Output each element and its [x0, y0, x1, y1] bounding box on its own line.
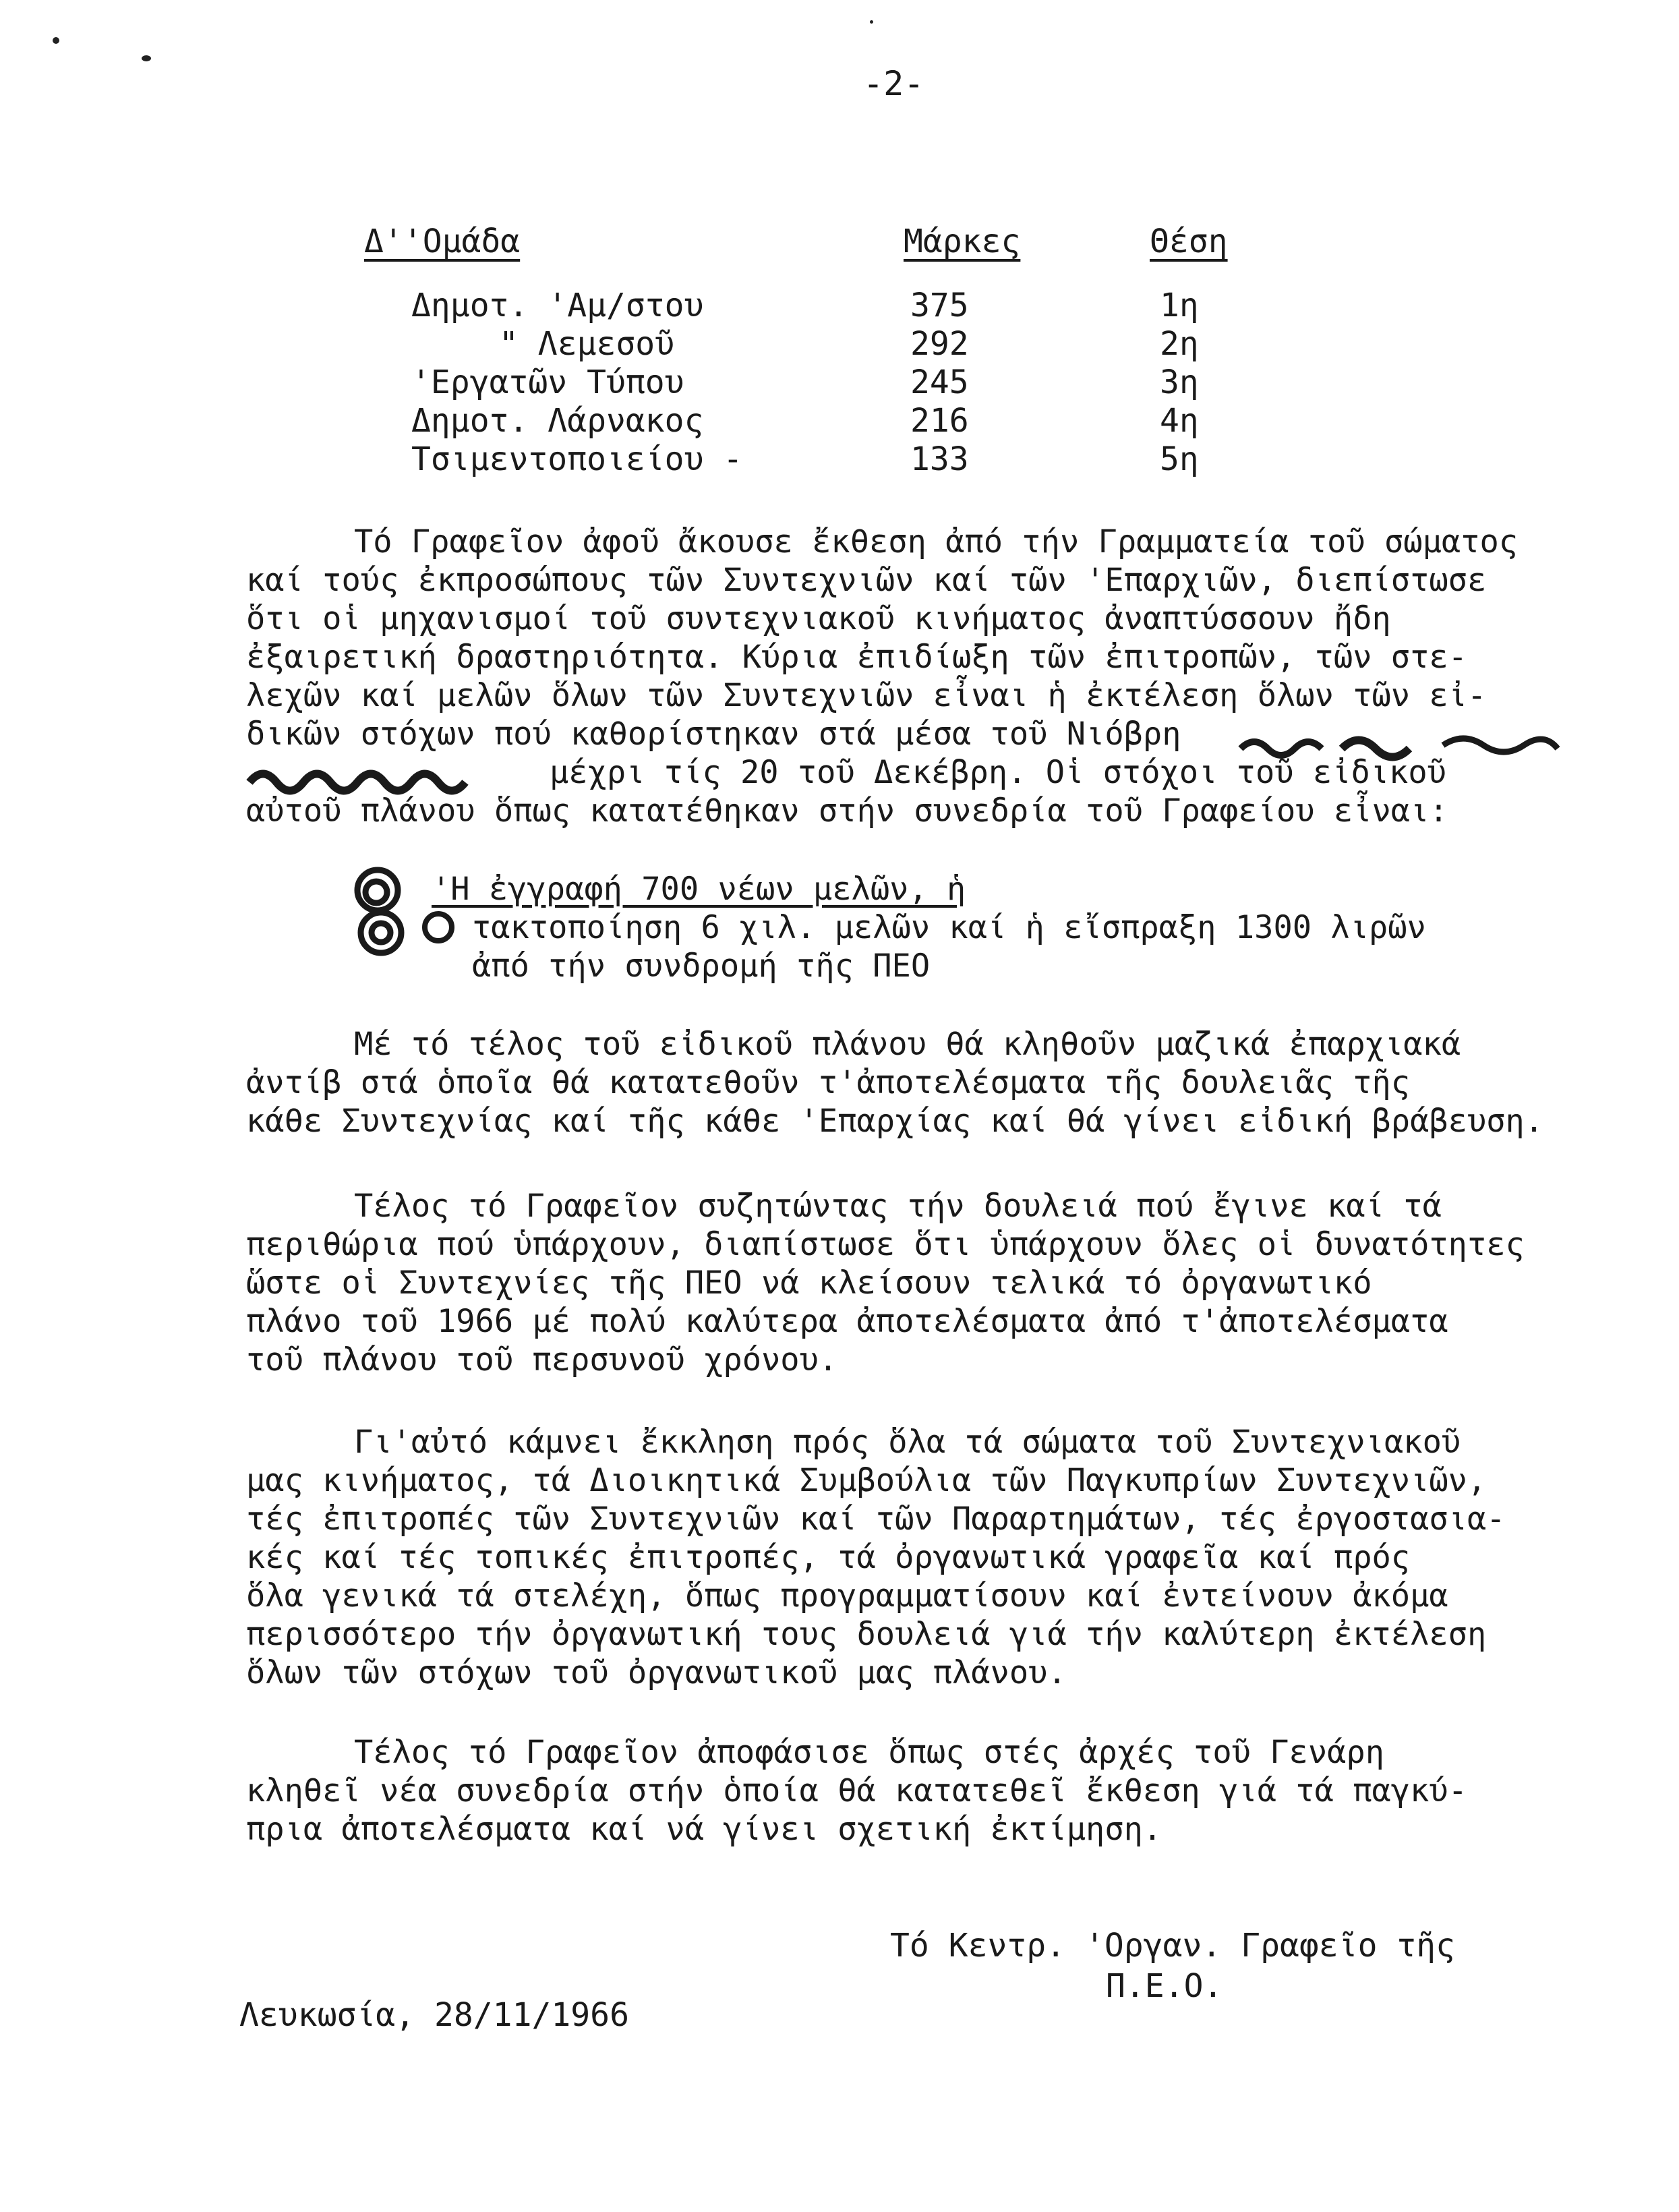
row-marks: 133	[910, 440, 969, 478]
text-line: πλάνο τοῦ 1966 μέ πολύ καλύτερα ἀποτελέσματα ἀπό τ'ἀποτελέσματα	[246, 1303, 1448, 1340]
text-line: περιθώρια πού ὑπάρχουν, διαπίστωσε ὅτι ὑπάρχουν ὅλες οἱ δυνατότητες	[246, 1226, 1525, 1263]
ink-scribble	[243, 759, 526, 806]
text-line: καί τούς ἐκπροσώπους τῶν Συντεχνιῶν καί τῶν 'Επαρχιῶν, διεπίστωσε	[246, 562, 1487, 599]
row-place: 5η	[1160, 440, 1199, 478]
row-name: Δημοτ. 'Αμ/στου	[411, 287, 704, 324]
document-date: Λευκωσία, 28/11/1966	[239, 1996, 629, 2034]
scan-speck	[142, 55, 151, 61]
row-place: 2η	[1160, 325, 1199, 363]
paragraph-possibilities	[246, 1187, 1525, 1379]
ink-scribble	[344, 867, 418, 961]
row-marks: 292	[910, 325, 969, 363]
targets-list	[432, 870, 1426, 985]
scan-speck	[53, 37, 59, 44]
text-line: Τό Γραφεῖον ἀφοῦ ἄκουσε ἔκθεση ἀπό τήν Γραμματεία τοῦ σώματος	[354, 523, 1519, 560]
text-line: δικῶν στόχων πού καθορίστηκαν στά μέσα τοῦ Νιόβρη	[246, 716, 1181, 753]
text-line: κληθεῖ νέα συνεδρία στήν ὁποία θά κατατεθεῖ ἔκθεση γιά τά παγκύ-	[246, 1772, 1467, 1809]
list-item-continuation: ἀπό τήν συνδρομή τῆς ΠΕΟ	[472, 948, 931, 985]
row-marks: 216	[910, 402, 969, 440]
paragraph-decision	[246, 1733, 1467, 1849]
row-marks: 245	[910, 363, 969, 401]
row-name: Δημοτ. Λάρνακος	[411, 402, 704, 440]
row-name: Τσιμεντοποιείου -	[411, 440, 743, 478]
text-line: περισσότερο τήν ὀργανωτική τους δουλειά γιά τήν καλύτερη ἐκτέλεση	[246, 1616, 1487, 1653]
row-place: 1η	[1160, 287, 1199, 324]
text-line: ὅλων τῶν στόχων τοῦ ὀργανωτικοῦ μας πλάνου.	[246, 1654, 1067, 1691]
signature-block	[890, 1925, 1455, 2006]
ink-scribble	[1227, 725, 1578, 786]
list-item-text: 'Η ἐγγραφή 700 νέων μελῶν, ἡ	[432, 871, 966, 908]
header-marks: Μάρκες	[904, 223, 1021, 260]
text-line: ὅλα γενικά τά στελέχη, ὅπως προγραμματίσουν καί ἐντείνουν ἀκόμα	[246, 1577, 1448, 1614]
signature-org: Π.Ε.Ο.	[1106, 1967, 1223, 2005]
text-line: πρια ἀποτελέσματα καί νά γίνει σχετική ἐκτίμηση.	[246, 1811, 1162, 1848]
text-line: Γι'αὐτό κάμνει ἔκκληση πρός ὅλα τά σώματα τοῦ Συντεχνιακοῦ	[354, 1424, 1461, 1461]
text-line: μας κινήματος, τά Διοικητικά Συμβούλια τῶν Παγκυπρίων Συντεχνιῶν,	[246, 1462, 1487, 1499]
scan-speck	[870, 20, 873, 24]
text-line: ἀντίβ στά ὁποῖα θά κατατεθοῦν τ'ἀποτελέσματα τῆς δουλειᾶς τῆς	[246, 1064, 1411, 1101]
list-item	[432, 908, 1426, 947]
row-name: " Λεμεσοῦ	[499, 325, 675, 363]
signature-line: Τό Κεντρ. 'Οργαν. Γραφεῖο τῆς	[890, 1927, 1456, 1964]
text-line: λεχῶν καί μελῶν ὅλων τῶν Συντεχνιῶν εἶναι ἡ ἐκτέλεση ὅλων τῶν εἰ-	[246, 677, 1487, 714]
text-line: τές ἐπιτροπές τῶν Συντεχνιῶν καί τῶν Παραρτημάτων, τές ἐργοστασια-	[246, 1501, 1506, 1538]
text-line: αὐτοῦ πλάνου ὅπως κατατέθηκαν στήν συνεδρία τοῦ Γραφείου εἶναι:	[246, 792, 1448, 830]
text-line: ὥστε οἱ Συντεχνίες τῆς ΠΕΟ νά κλείσουν τελικά τό ὀργανωτικό	[246, 1264, 1372, 1302]
header-place: Θέση	[1150, 223, 1228, 260]
text-line: κάθε Συντεχνίας καί τῆς κάθε 'Επαρχίας καί θά γίνει εἰδική βράβευση.	[246, 1103, 1544, 1140]
row-place: 4η	[1160, 402, 1199, 440]
text-line: Τέλος τό Γραφεῖον ἀποφάσισε ὅπως στές ἀρχές τοῦ Γενάρη	[354, 1734, 1385, 1771]
text-line: Μέ τό τέλος τοῦ εἰδικοῦ πλάνου θά κληθοῦν μαζικά ἐπαρχιακά	[354, 1026, 1461, 1063]
list-item-text: τακτοποίηση 6 χιλ. μελῶν καί ἡ εἴσπραξη 1300 λιρῶν	[472, 909, 1426, 946]
row-name: 'Εργατῶν Τύπου	[411, 363, 684, 401]
page-number: -2-	[863, 64, 924, 103]
header-group: Δ''Ομάδα	[364, 223, 521, 260]
text-line: κές καί τές τοπικές ἐπιτροπές, τά ὀργανωτικά γραφεῖα καί πρός	[246, 1539, 1411, 1576]
text-line: μέχρι τίς 20 τοῦ Δεκέβρη. Οἱ στόχοι τοῦ εἰδικοῦ	[550, 754, 1446, 791]
list-item	[432, 870, 1426, 908]
paragraph-appeal	[246, 1423, 1506, 1692]
text-line: ὅτι οἱ μηχανισμοί τοῦ συντεχνιακοῦ κινήματος ἀναπτύσσουν ἤδη	[246, 600, 1391, 637]
text-line: ἐξαιρετική δραστηριότητα. Κύρια ἐπιδίωξη τῶν ἐπιτροπῶν, τῶν στε-	[246, 639, 1467, 676]
text-line: τοῦ πλάνου τοῦ περσυνοῦ χρόνου.	[246, 1341, 838, 1378]
paragraph-awards	[246, 1025, 1543, 1140]
row-marks: 375	[910, 287, 969, 324]
row-place: 3η	[1160, 363, 1199, 401]
text-line: Τέλος τό Γραφεῖον συζητώντας τήν δουλειά πού ἔγινε καί τά	[354, 1188, 1442, 1225]
